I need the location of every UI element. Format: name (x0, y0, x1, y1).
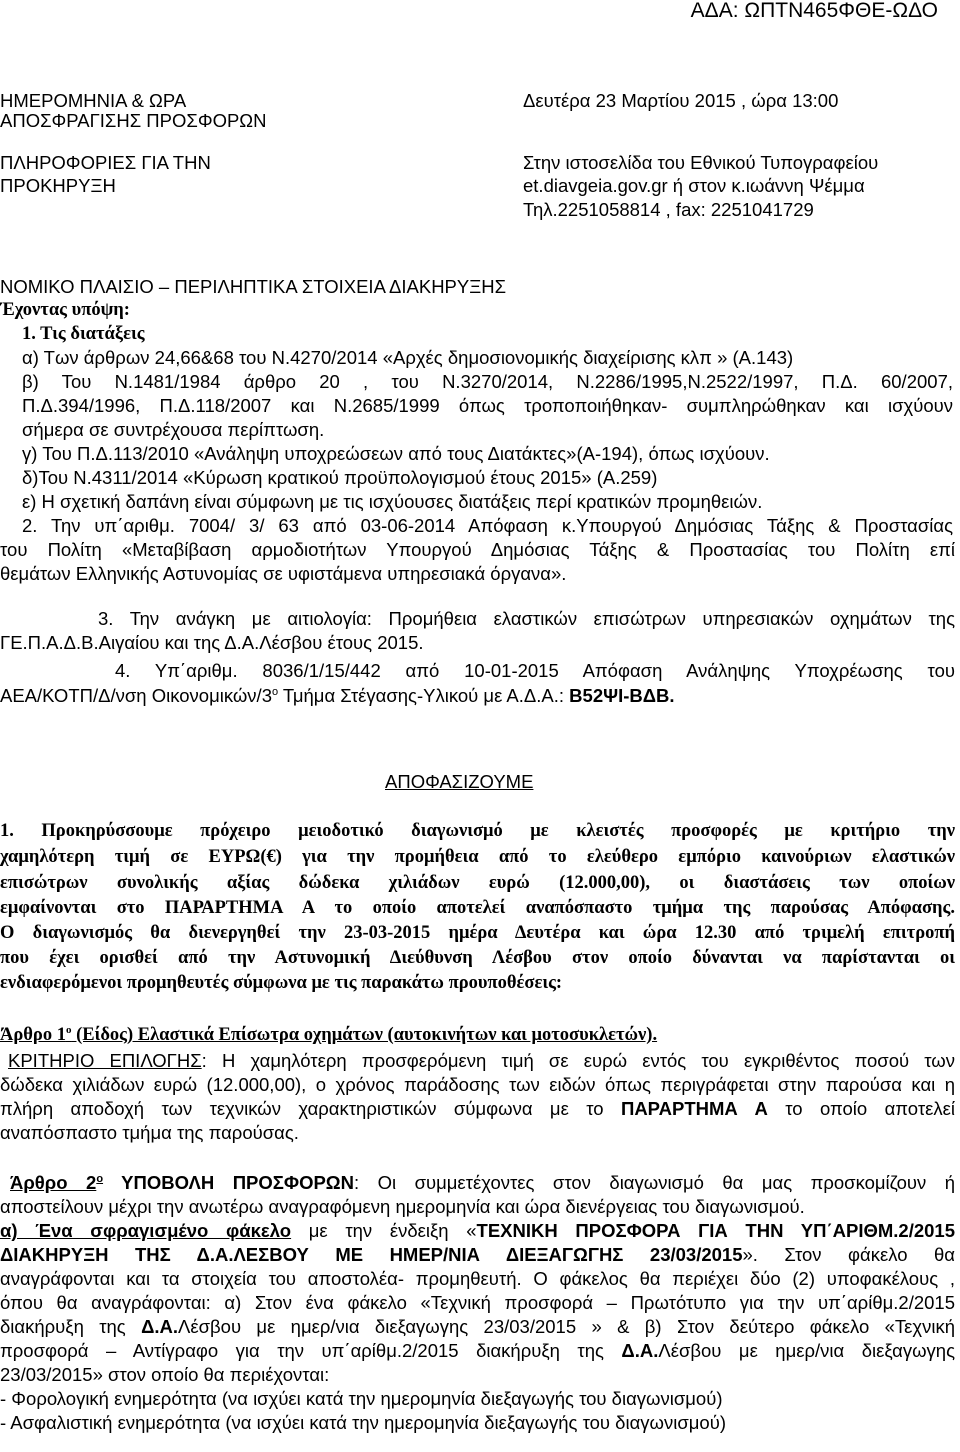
decision-title: ΑΠΟΦΑΣΙΖΟΥΜΕ (385, 771, 534, 792)
legal-e: ε) Η σχετική δαπάνη είναι σύμφωνη με τις ισχύουσες διατάξεις περί κρατικών προμηθειών. (22, 491, 763, 512)
article1-line2: δώδεκα χιλιάδων ευρώ (12.000,00), ο χρόνος παράδοσης των ειδών όπως περιγράφεται στην παρούσα και η (0, 1074, 955, 1095)
legal-title: ΝΟΜΙΚΟ ΠΛΑΙΣΙΟ – ΠΕΡΙΛΗΠΤΙΚΑ ΣΤΟΙΧΕΙΑ ΔΙΑΚΗΡΥΞΗΣ (0, 276, 507, 297)
info-label-2: ΠΡΟΚΗΡΥΞΗ (0, 175, 116, 196)
info-contact: et.diavgeia.gov.gr ή στον κ.ιωάννη Ψέμμα (523, 175, 865, 196)
decision-p1-line2: χαμηλότερη τιμή σε ΕΥΡΩ(€) για την προμήθεια από το ελεύθερο εμπόριο καινούριων ελαστικών (0, 847, 955, 867)
legal-c: γ) Του Π.Δ.113/2010 «Ανάληψη υποχρεώσεων από τους Διατάκτες»(Α-194), όπως ισχύουν. (22, 443, 770, 464)
considering-label: Έχοντας υπόψη: (0, 300, 130, 320)
legal-d: δ)Του Ν.4311/2014 «Κύρωση κρατικού προϋπολογισμού έτους 2015» (Α.259) (22, 467, 658, 488)
article2-line8: προσφορά – Αντίγραφο για την υπ΄αρίθμ.2/2015 διακήρυξη της Δ.Α.Λέσβου με ημερ/νια διεξαγωγης (0, 1340, 955, 1361)
item2-line2: του Πολίτη «Μεταβίβαση αρμοδιοτήτων Υπουργού Δημόσιας Τάξης & Προστασίας του Πολίτη επί (0, 539, 955, 560)
article2-line6: όπου θα αναγράφονται: α) Στον ένα φάκελο «Τεχνική προσφορά – Πρωτότυπο για την υπ΄αρίθμ.2/2015 (0, 1292, 955, 1313)
info-website: Στην ιστοσελίδα του Εθνικού Τυπογραφείου (523, 152, 879, 173)
opening-value: Δευτέρα 23 Μαρτίου 2015 , ώρα 13:00 (523, 90, 839, 111)
legal-b-line3: σήμερα σε συντρέχουσα περίπτωση. (22, 419, 325, 440)
article2-insurance-item: - Ασφαλιστική ενημερότητα (να ισχύει κατά την ημερομηνία διεξαγωγής του διαγωνισμού) (0, 1412, 726, 1433)
ada-code: ΑΔΑ: ΩΠΤΝ465ΦΘΕ-ΩΔΟ (690, 0, 938, 22)
legal-a: α) Των άρθρων 24,66&68 του Ν.4270/2014 «Αρχές δημοσιονομικής διαχείρισης κλπ » (Α.143) (22, 347, 794, 368)
item4-line2: ΑΕΑ/ΚΟΤΠ/Δ/νση Οικονομικών/$3^o$ Τμήμα Στέγασης-Υλικού με Α.Δ.Α.: Β52ΨΙ-ΒΔΒ. (0, 685, 675, 706)
item2-line1: 2. Την υπ΄αριθμ. 7004/ 3/ 63 από 03-06-2014 Απόφαση κ.Υπουργού Δημόσιας Τάξης & Προστασίας (22, 515, 953, 536)
decision-p1-line4: εμφαίνονται στο ΠΑΡΑΡΤΗΜΑ Α το οποίο αποτελεί αναπόσπαστο τμήμα της παρούσας Απόφασης. (0, 898, 955, 918)
article2-tax-item: - Φορολογική ενημερότητα (να ισχύει κατά την ημερομηνία διεξαγωγής του διαγωνισμού) (0, 1388, 723, 1409)
article2-line4: ΔΙΑΚΗΡΥΞΗ ΤΗΣ Δ.Α.ΛΕΣΒΟΥ ΜΕ ΗΜΕΡ/ΝΙΑ ΔΙΕΞΑΓΩΓΗΣ 23/03/2015». Στον φάκελο θα (0, 1244, 955, 1265)
info-label: ΠΛΗΡΟΦΟΡΙΕΣ ΓΙΑ ΤΗΝ (0, 152, 211, 173)
item3-line2: ΓΕ.Π.Α.Δ.Β.Αιγαίου και της Δ.Α.Λέσβου έτους 2015. (0, 632, 424, 653)
info-phone: Τηλ.2251058814 , fax: 2251041729 (523, 199, 814, 220)
decision-p2-line2: που έχει ορισθεί από την Αστυνομική Διεύθυνση Λέσβου στον οποίο δύνανται να παρίστανται οι (0, 948, 955, 968)
article2-line1: Άρθρο $2^o$ ΥΠΟΒΟΛΗ ΠΡΟΣΦΟΡΩΝ: Οι συμμετέχοντες στον διαγωνισμό θα μας προσκομίζουν ή (10, 1172, 955, 1193)
decision-p1-line3: επισώτρων συνολικής αξίας δώδεκα χιλιάδων ευρώ (12.000,00), οι διαστάσεις των οποίων (0, 873, 955, 893)
opening-label-2: ΑΠΟΣΦΡΑΓΙΣΗΣ ΠΡΟΣΦΟΡΩΝ (0, 110, 267, 131)
article2-line7: διακήρυξη της Δ.Α.Λέσβου με ημερ/νια διεξαγωγης 23/03/2015 » & β) Στον δεύτερο φάκελο «Τεχνική (0, 1316, 955, 1337)
legal-b-line1: β) Του Ν.1481/1984 άρθρο 20 , του Ν.3270/2014, Ν.2286/1995,Ν.2522/1997, Π.Δ. 60/2007, (22, 371, 953, 392)
item2-line3: θεμάτων Ελληνικής Αστυνομίας σε υφιστάμενα υπηρεσιακά όργανα». (0, 563, 567, 584)
item1-title: 1. Τις διατάξεις (22, 324, 145, 344)
item4-line1: 4. Υπ΄αριθμ. 8036/1/15/442 από 10-01-2015 Απόφαση Ανάληψης Υποχρέωσης του (115, 660, 955, 681)
article1-criterion-line1: ΚΡΙΤΗΡΙΟ ΕΠΙΛΟΓΗΣ: Η χαμηλότερη προσφερόμενη τιμή σε ευρώ εντός του εγκριθέντος ποσού των (8, 1050, 955, 1071)
decision-p1-line1: 1. Προκηρύσσουμε πρόχειρο μειοδοτικό διαγωνισμό με κλειστές προσφορές με κριτήριο την (0, 821, 955, 841)
legal-b-line2: Π.Δ.394/1996, Π.Δ.118/2007 και Ν.2685/1999 όπως τροποποιήθηκαν- συμπληρώθηκαν και ισχύουν (22, 395, 953, 416)
decision-p2-line3: ενδιαφερόμενοι προμηθευτές σύμφωνα με τις παρακάτω προυποθέσεις: (0, 973, 563, 993)
decision-p2-line1: Ο διαγωνισμός θα διενεργηθεί την 23-03-2015 ημέρα Δευτέρα και ώρα 12.30 από τριμελή επιτροπή (0, 923, 955, 943)
item3-line1: 3. Την ανάγκη με αιτιολογία: Προμήθεια ελαστικών επισώτρων υπηρεσιακών οχημάτων της (98, 608, 955, 629)
article2-line2: αποστείλουν μέχρι την ανωτέρω αναγραφόμενη ημερομηνία και ώρα διενέργειας του διαγωνισμού. (0, 1196, 805, 1217)
article2-line5: αναγράφονται και τα στοιχεία του αποστολέα- προμηθευτή. Ο φάκελος θα περιέχει δύο (2) υποφακέλους , (0, 1268, 955, 1289)
article1-line4: αναπόσπαστο τμήμα της παρούσας. (0, 1122, 299, 1143)
article1-heading: Άρθρο $1^o$ (Είδος) Ελαστικά Επίσωτρα οχημάτων (αυτοκινήτων και μοτοσυκλετών). (0, 1023, 658, 1045)
article1-line3: πλήρη αποδοχή των τεχνικών χαρακτηριστικών σύμφωνα με το ΠΑΡΑΡΤΗΜΑ Α το οποίο αποτελεί (0, 1098, 955, 1119)
article2-line9: 23/03/2015» στον οποίο θα περιέχονται: (0, 1364, 330, 1385)
opening-label: ΗΜΕΡΟΜΗΝΙΑ & ΩΡΑ (0, 90, 187, 111)
article2-line3: α) Ένα σφραγισμένο φάκελο με την ένδειξη «ΤΕΧΝΙΚΗ ΠΡΟΣΦΟΡΑ ΓΙΑ ΤΗΝ ΥΠ΄ΑΡΙΘΜ.2/2015 (0, 1220, 956, 1241)
